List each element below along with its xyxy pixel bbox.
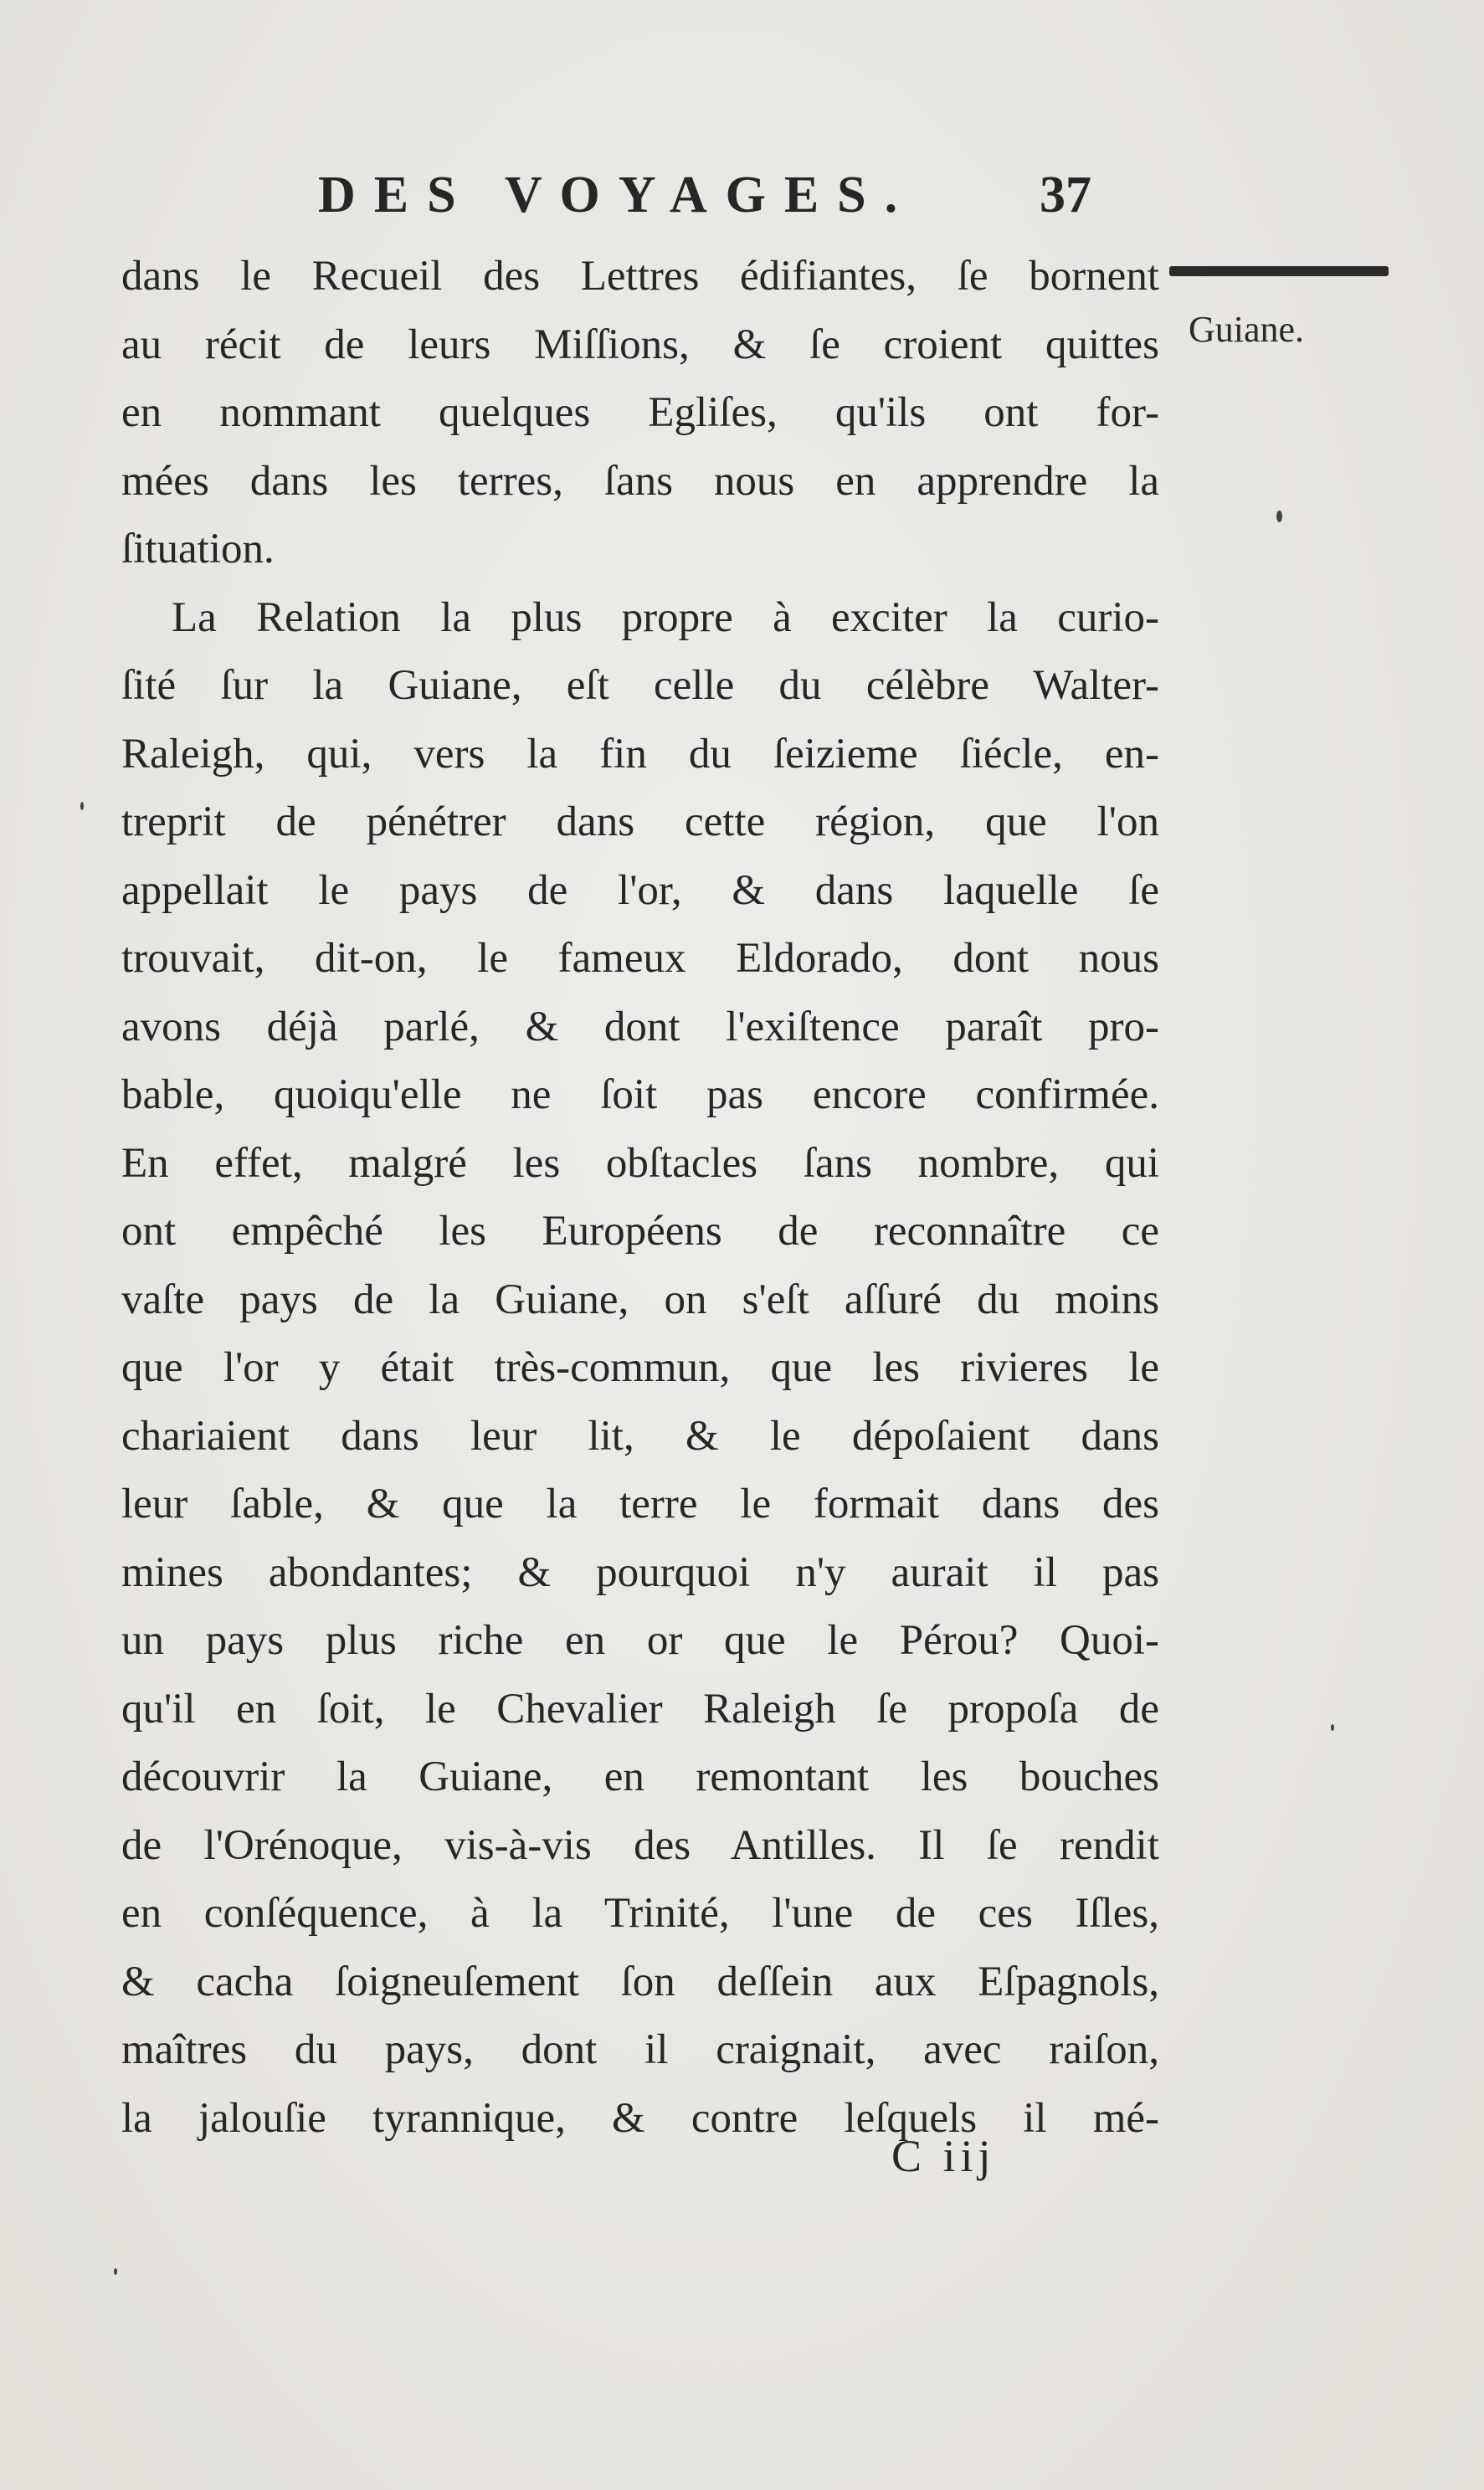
text-line: mées dans les terres, ſans nous en apprendre la [121, 457, 1159, 505]
text-line: de l'Orénoque, vis-à-vis des Antilles. Il ſe rendit [121, 1821, 1159, 1869]
text-line: chariaient dans leur lit, & le dépoſaient dans [121, 1412, 1159, 1460]
text-line: en conſéquence, à la Trinité, l'une de ces Iſles, [121, 1890, 1159, 1937]
text-line: & cacha ſoigneuſement ſon deſſein aux Eſpagnols, [121, 1958, 1159, 2005]
text-line: découvrir la Guiane, en remontant les bouches [121, 1753, 1159, 1800]
text-line: trouvait, dit-on, le fameux Eldorado, dont nous [121, 935, 1159, 982]
ink-speck [80, 802, 84, 810]
ink-speck [1331, 1724, 1334, 1731]
text-line: que l'or y était très-commun, que les rivieres le [121, 1344, 1159, 1391]
text-line: la jalouſie tyrannique, & contre leſquels il mé- [121, 2094, 1159, 2142]
text-line: bable, quoiqu'elle ne ſoit pas encore confirmée. [121, 1071, 1159, 1118]
text-line: ont empêché les Européens de reconnaître ce [121, 1208, 1159, 1255]
text-line: vaſte pays de la Guiane, on s'eſt aſſuré du moins [121, 1276, 1159, 1323]
page-header [318, 166, 1155, 226]
text-line: ſité ſur la Guiane, eſt celle du célèbre Walter- [121, 662, 1159, 709]
text-line: en nommant quelques Egliſes, qu'ils ont for- [121, 389, 1159, 436]
text-line: dans le Recueil des Lettres édifiantes, ſe bornent [121, 253, 1159, 300]
text-line: Raleigh, qui, vers la fin du ſeizieme ſiécle, en- [121, 730, 1159, 778]
text-line: ſituation. [121, 526, 275, 572]
margin-rule [1169, 266, 1389, 276]
text-line: au récit de leurs Miſſions, & ſe croient quittes [121, 321, 1159, 368]
ink-speck [1276, 511, 1282, 522]
page-number: 37 [1040, 167, 1091, 223]
text-line: En effet, malgré les obſtacles ſans nombre, qui [121, 1139, 1159, 1187]
text-line: mines abondantes; & pourquoi n'y aurait il pas [121, 1548, 1159, 1596]
text-line: un pays plus riche en or que le Pérou? Quoi- [121, 1617, 1159, 1664]
text-line: qu'il en ſoit, le Chevalier Raleigh ſe propoſa de [121, 1685, 1159, 1733]
text-line: maîtres du pays, dont il craignait, avec raiſon, [121, 2026, 1159, 2073]
text-line: treprit de pénétrer dans cette région, que l'on [121, 798, 1159, 845]
margin-note: Guiane. [1189, 309, 1305, 350]
body-text [121, 243, 1159, 2153]
text-line: leur ſable, & que la terre le formait dans des [121, 1481, 1159, 1527]
ink-speck [114, 2268, 117, 2275]
running-title: DES VOYAGES. [318, 167, 917, 223]
text-line: La Relation la plus propre à exciter la curio- [172, 593, 1159, 641]
text-line: avons déjà parlé, & dont l'exiſtence paraît pro- [121, 1003, 1159, 1050]
signature-mark: C iij [891, 2131, 996, 2181]
text-line: appellait le pays de l'or, & dans laquelle ſe [121, 866, 1159, 914]
